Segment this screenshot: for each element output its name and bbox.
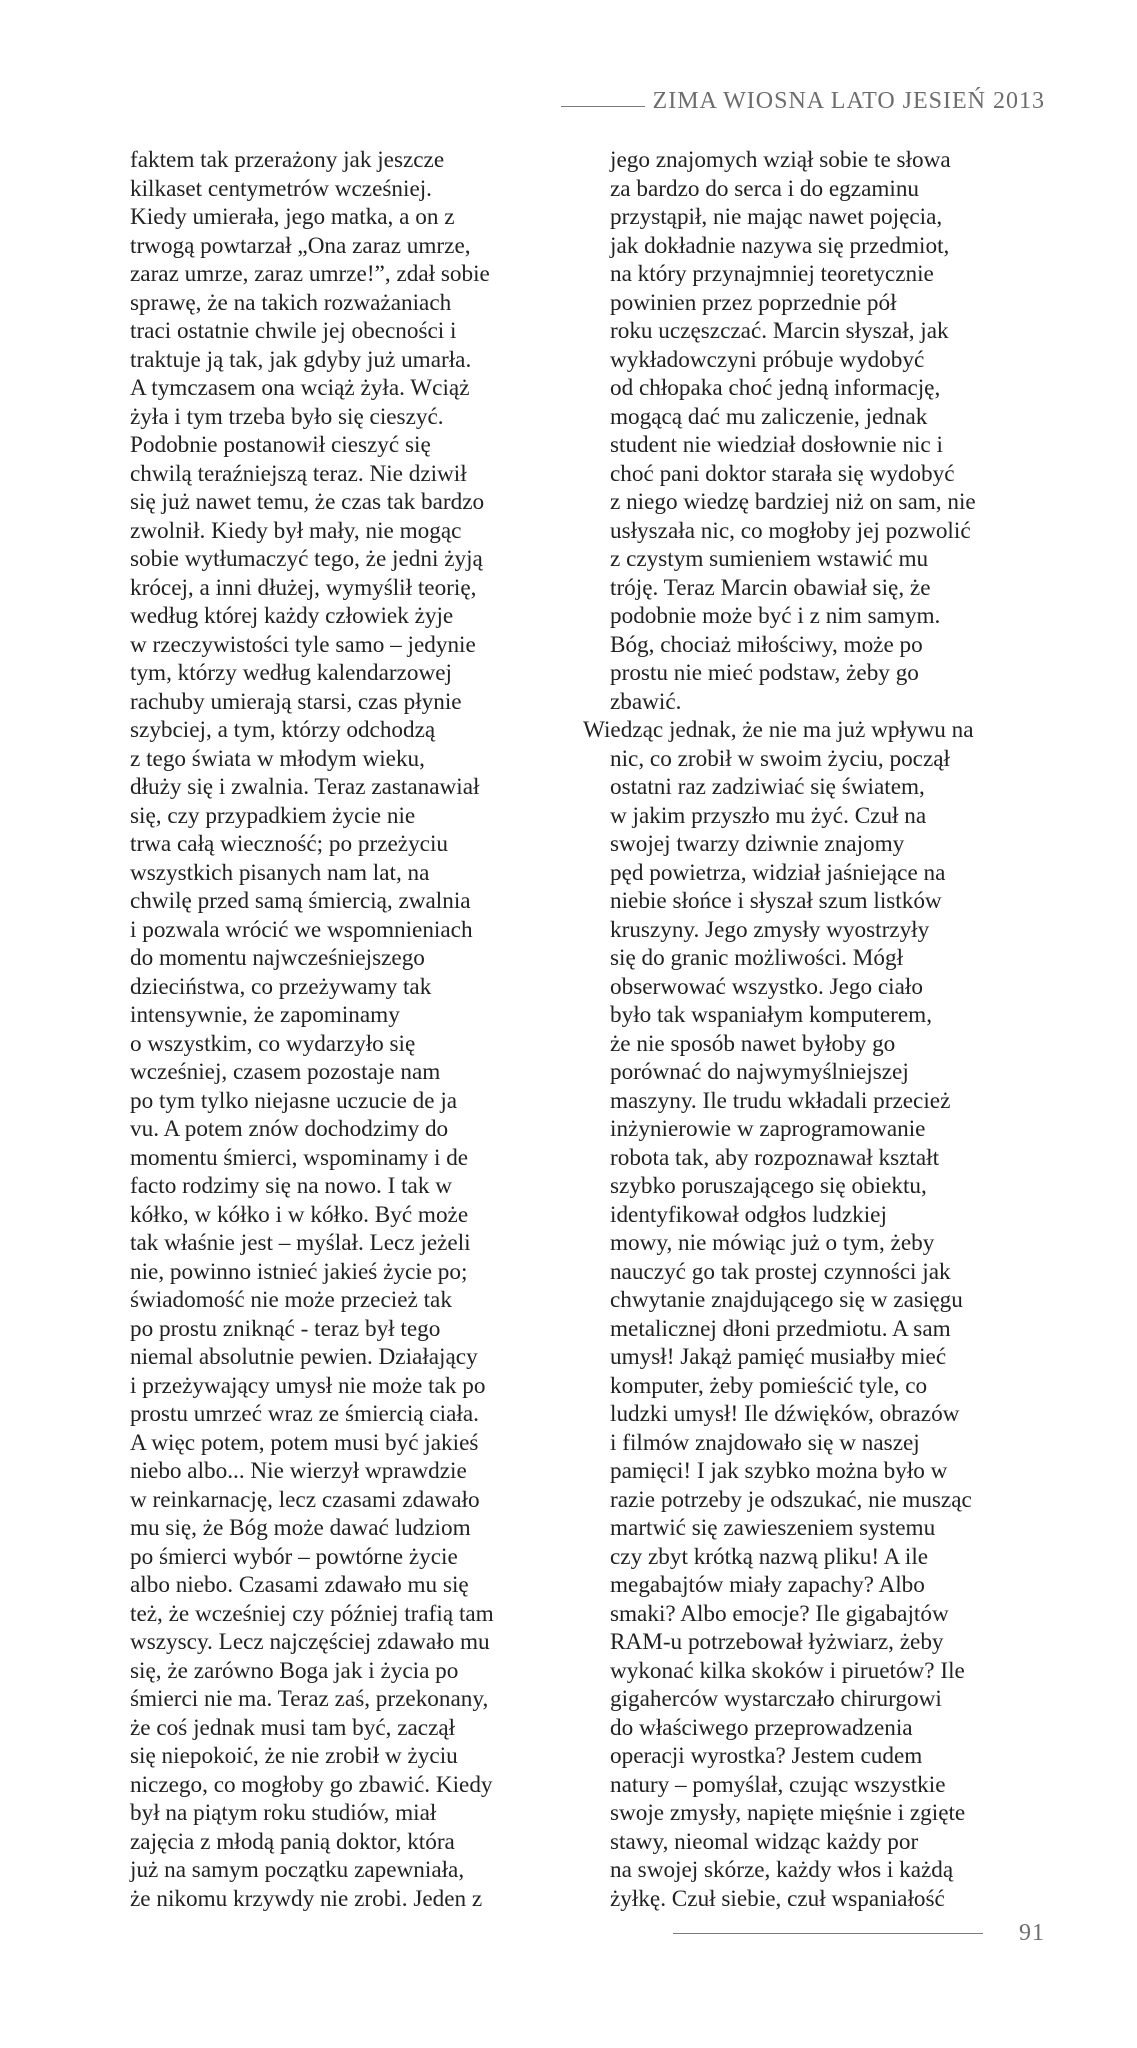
text-line: wcześniej, czasem pozostaje nam: [130, 1059, 441, 1085]
text-line: i pozwala wrócić we wspomnieniach: [130, 916, 473, 943]
text-line: momentu śmierci, wspominamy i de: [130, 1144, 469, 1171]
text-line: się, czy przypadkiem życie nie: [130, 802, 416, 829]
text-line: szybko poruszającego się obiektu,: [610, 1173, 927, 1199]
text-line: stawy, nieomal widząc każdy por: [610, 1828, 919, 1855]
text-line: student nie wiedział dosłownie nic i: [610, 432, 943, 458]
text-line: prostu nie mieć podstaw, żeby go: [610, 660, 919, 686]
text-line: podobnie może być i z nim samym.: [610, 603, 941, 629]
text-line: A więc potem, potem musi być jakieś: [130, 1429, 479, 1456]
text-line: za bardzo do serca i do egzaminu: [610, 175, 920, 202]
page-number: 91: [1019, 1920, 1045, 1946]
text-line: tym, którzy według kalendarzowej: [130, 660, 452, 686]
text-line: operacji wyrostka? Jestem cudem: [610, 1743, 923, 1769]
text-line: dłuży się i zwalnia. Teraz zastanawiał: [130, 774, 480, 800]
text-line: trwogą powtarzał „Ona zaraz umrze,: [130, 232, 471, 259]
text-line: zaraz umrze, zaraz umrze!”, zdał sobie: [130, 261, 490, 287]
text-line: umysł! Jakąż pamięć musiałby mieć: [610, 1344, 947, 1370]
text-line: roku uczęszczać. Marcin słyszał, jak: [610, 318, 949, 344]
text-line: Bóg, chociaż miłościwy, może po: [610, 631, 923, 658]
text-line: maszyny. Ile trudu wkładali przecież: [610, 1087, 951, 1114]
text-line: RAM-u potrzebował łyżwiarz, żeby: [610, 1629, 944, 1655]
header-title: ZIMA WIOSNA LATO JESIEŃ 2013: [652, 88, 1045, 114]
text-line: megabajtów miały zapachy? Albo: [610, 1572, 925, 1598]
text-line: z czystym sumieniem wstawić mu: [610, 546, 929, 572]
text-line: po tym tylko niejasne uczucie de ja: [130, 1087, 458, 1114]
text-line: komputer, żeby pomieścić tyle, co: [610, 1372, 928, 1399]
text-line: A tymczasem ona wciąż żyła. Wciąż: [130, 375, 470, 401]
text-line: było tak wspaniałym komputerem,: [610, 1002, 932, 1028]
text-line: według której każdy człowiek żyje: [130, 603, 454, 629]
text-line: Podobnie postanowił cieszyć się: [130, 432, 431, 458]
text-line: tak właśnie jest – myślał. Lecz jeżeli: [130, 1230, 471, 1256]
text-line: od chłopaka choć jedną informację,: [610, 375, 941, 401]
text-line: ostatni raz zadziwiać się światem,: [610, 774, 925, 800]
text-line: na który przynajmniej teoretycznie: [610, 261, 934, 287]
text-line: razie potrzeby je odszukać, nie musząc: [610, 1486, 972, 1513]
text-line: i przeżywający umysł nie może tak po: [130, 1372, 486, 1399]
text-line: nauczyć go tak prostej czynności jak: [610, 1258, 951, 1285]
text-line: albo niebo. Czasami zdawało mu się: [130, 1572, 469, 1598]
text-line: powinien przez poprzednie pół: [610, 289, 897, 316]
text-line: wykonać kilka skoków i piruetów? Ile: [610, 1657, 965, 1684]
text-line: się niepokoić, że nie zrobił w życiu: [130, 1743, 458, 1769]
text-line: niemal absolutnie pewien. Działający: [130, 1344, 478, 1370]
text-line: natury – pomyślał, czując wszystkie: [610, 1771, 946, 1798]
text-line: wszyscy. Lecz najczęściej zdawało mu: [130, 1629, 490, 1655]
text-line: żyła i tym trzeba było się cieszyć.: [130, 403, 444, 430]
text-line: że nikomu krzywdy nie zrobi. Jeden z: [130, 1885, 483, 1912]
text-line: facto rodzimy się na nowo. I tak w: [130, 1173, 452, 1199]
text-line: niebo albo... Nie wierzył wprawdzie: [130, 1458, 467, 1484]
text-line: mowy, nie mówiąc już o tym, żeby: [610, 1230, 935, 1256]
text-line: sprawę, że na takich rozważaniach: [130, 289, 452, 316]
text-line: wszystkich pisanych nam lat, na: [130, 859, 430, 886]
text-line: sobie wytłumaczyć tego, że jedni żyją: [130, 546, 483, 572]
text-line: kółko, w kółko i w kółko. Być może: [130, 1201, 469, 1228]
text-line: pęd powietrza, widział jaśniejące na: [610, 859, 946, 886]
text-line: identyfikował odgłos ludzkiej: [610, 1201, 887, 1228]
text-line: rachuby umierają starsi, czas płynie: [130, 688, 462, 715]
text-line: się już nawet temu, że czas tak bardzo: [130, 489, 485, 515]
text-line: się do granic możliwości. Mógł: [610, 945, 904, 971]
text-line: kruszyny. Jego zmysły wyostrzyły: [610, 916, 930, 943]
text-line: robota tak, aby rozpoznawał kształt: [610, 1144, 940, 1171]
text-line: usłyszała nic, co mogłoby jej pozwolić: [610, 517, 971, 544]
text-line: przystąpił, nie mając nawet pojęcia,: [610, 204, 943, 230]
text-line: żyłkę. Czuł siebie, czuł wspaniałość: [610, 1885, 945, 1912]
text-line: był na piątym roku studiów, miał: [130, 1800, 437, 1826]
text-line: o wszystkim, co wydarzyło się: [130, 1030, 416, 1057]
text-line: na swojej skórze, każdy włos i każdą: [610, 1857, 954, 1883]
left-text-column: [130, 146, 550, 1913]
text-line: Wiedząc jednak, że nie ma już wpływu na: [583, 717, 974, 743]
text-line: zwolnił. Kiedy był mały, nie mogąc: [130, 517, 462, 544]
text-line: dzieciństwa, co przeżywamy tak: [130, 973, 432, 1000]
text-line: inżynierowie w zaprogramowanie: [610, 1116, 926, 1142]
text-line: metalicznej dłoni przedmiotu. A sam: [610, 1315, 951, 1342]
text-line: nic, co zrobił w swoim życiu, począł: [610, 745, 950, 772]
running-header: [561, 88, 1045, 115]
text-line: i filmów znajdowało się w naszej: [610, 1429, 920, 1456]
text-line: po śmierci wybór – powtórne życie: [130, 1543, 458, 1570]
text-line: faktem tak przerażony jak jeszcze: [130, 147, 445, 173]
text-line: krócej, a inni dłużej, wymyślił teorię,: [130, 574, 477, 601]
text-line: vu. A potem znów dochodzimy do: [130, 1116, 449, 1142]
text-line: intensywnie, że zapominamy: [130, 1002, 400, 1028]
text-line: chwilę przed samą śmiercią, zwalnia: [130, 888, 471, 914]
text-line: gigaherców wystarczało chirurgowi: [610, 1686, 942, 1712]
text-line: swoje zmysły, napięte mięśnie i zgięte: [610, 1800, 966, 1826]
page-footer: [673, 1920, 1045, 1947]
text-line: mogącą dać mu zaliczenie, jednak: [610, 403, 928, 430]
text-line: obserwować wszystko. Jego ciało: [610, 973, 923, 1000]
text-line: z tego świata w młodym wieku,: [130, 745, 425, 772]
text-line: prostu umrzeć wraz ze śmiercią ciała.: [130, 1401, 479, 1427]
text-line: tróję. Teraz Marcin obawiał się, że: [610, 574, 931, 601]
text-line: też, że wcześniej czy później trafią tam: [130, 1600, 494, 1627]
text-line: choć pani doktor starała się wydobyć: [610, 460, 955, 487]
text-line: szybciej, a tym, którzy odchodzą: [130, 717, 436, 743]
text-line: niebie słońce i słyszał szum listków: [610, 888, 942, 914]
text-line: w reinkarnację, lecz czasami zdawało: [130, 1486, 480, 1513]
text-line: jak dokładnie nazywa się przedmiot,: [610, 232, 950, 259]
text-line: chwytanie znajdującego się w zasięgu: [610, 1287, 963, 1313]
text-line: kilkaset centymetrów wcześniej.: [130, 175, 432, 202]
text-line: już na samym początku zapewniała,: [130, 1857, 465, 1883]
text-line: się, że zarówno Boga jak i życia po: [130, 1657, 459, 1684]
text-line: w jakim przyszło mu żyć. Czuł na: [610, 802, 927, 829]
text-line: porównać do najwymyślniejszej: [610, 1059, 909, 1085]
text-line: zajęcia z młodą panią doktor, która: [130, 1828, 455, 1855]
right-text-column: [583, 146, 1043, 1913]
text-line: traci ostatnie chwile jej obecności i: [130, 318, 457, 344]
text-line: zbawić.: [610, 688, 682, 715]
text-line: chwilą teraźniejszą teraz. Nie dziwił: [130, 460, 467, 487]
text-line: czy zbyt krótką nazwą pliku! A ile: [610, 1543, 929, 1570]
text-line: po prostu zniknąć - teraz był tego: [130, 1315, 441, 1342]
text-line: Kiedy umierała, jego matka, a on z: [130, 204, 455, 230]
text-line: swojej twarzy dziwnie znajomy: [610, 831, 905, 857]
text-line: niczego, co mogłoby go zbawić. Kiedy: [130, 1771, 493, 1798]
text-line: smaki? Albo emocje? Ile gigabajtów: [610, 1600, 949, 1627]
text-line: w rzeczywistości tyle samo – jedynie: [130, 631, 476, 658]
text-line: z niego wiedzę bardziej niż on sam, nie: [610, 489, 976, 515]
text-line: pamięci! I jak szybko można było w: [610, 1458, 948, 1484]
text-line: mu się, że Bóg może dawać ludziom: [130, 1515, 471, 1541]
text-line: trwa całą wieczność; po przeżyciu: [130, 831, 449, 857]
header-rule: [561, 106, 645, 107]
text-line: nie, powinno istnieć jakieś życie po;: [130, 1258, 468, 1285]
footer-rule: [673, 1933, 983, 1934]
text-line: ludzki umysł! Ile dźwięków, obrazów: [610, 1401, 960, 1427]
text-line: martwić się zawieszeniem systemu: [610, 1515, 936, 1541]
text-line: do właściwego przeprowadzenia: [610, 1714, 913, 1741]
text-line: wykładowczyni próbuje wydobyć: [610, 346, 925, 373]
text-line: jego znajomych wziął sobie te słowa: [610, 147, 951, 173]
text-line: że nie sposób nawet byłoby go: [610, 1030, 896, 1057]
text-line: świadomość nie może przecież tak: [130, 1287, 452, 1313]
text-line: śmierci nie ma. Teraz zaś, przekonany,: [130, 1686, 489, 1712]
text-line: że coś jednak musi tam być, zaczął: [130, 1714, 456, 1741]
text-line: do momentu najwcześniejszego: [130, 945, 425, 971]
text-line: traktuje ją tak, jak gdyby już umarła.: [130, 346, 472, 373]
